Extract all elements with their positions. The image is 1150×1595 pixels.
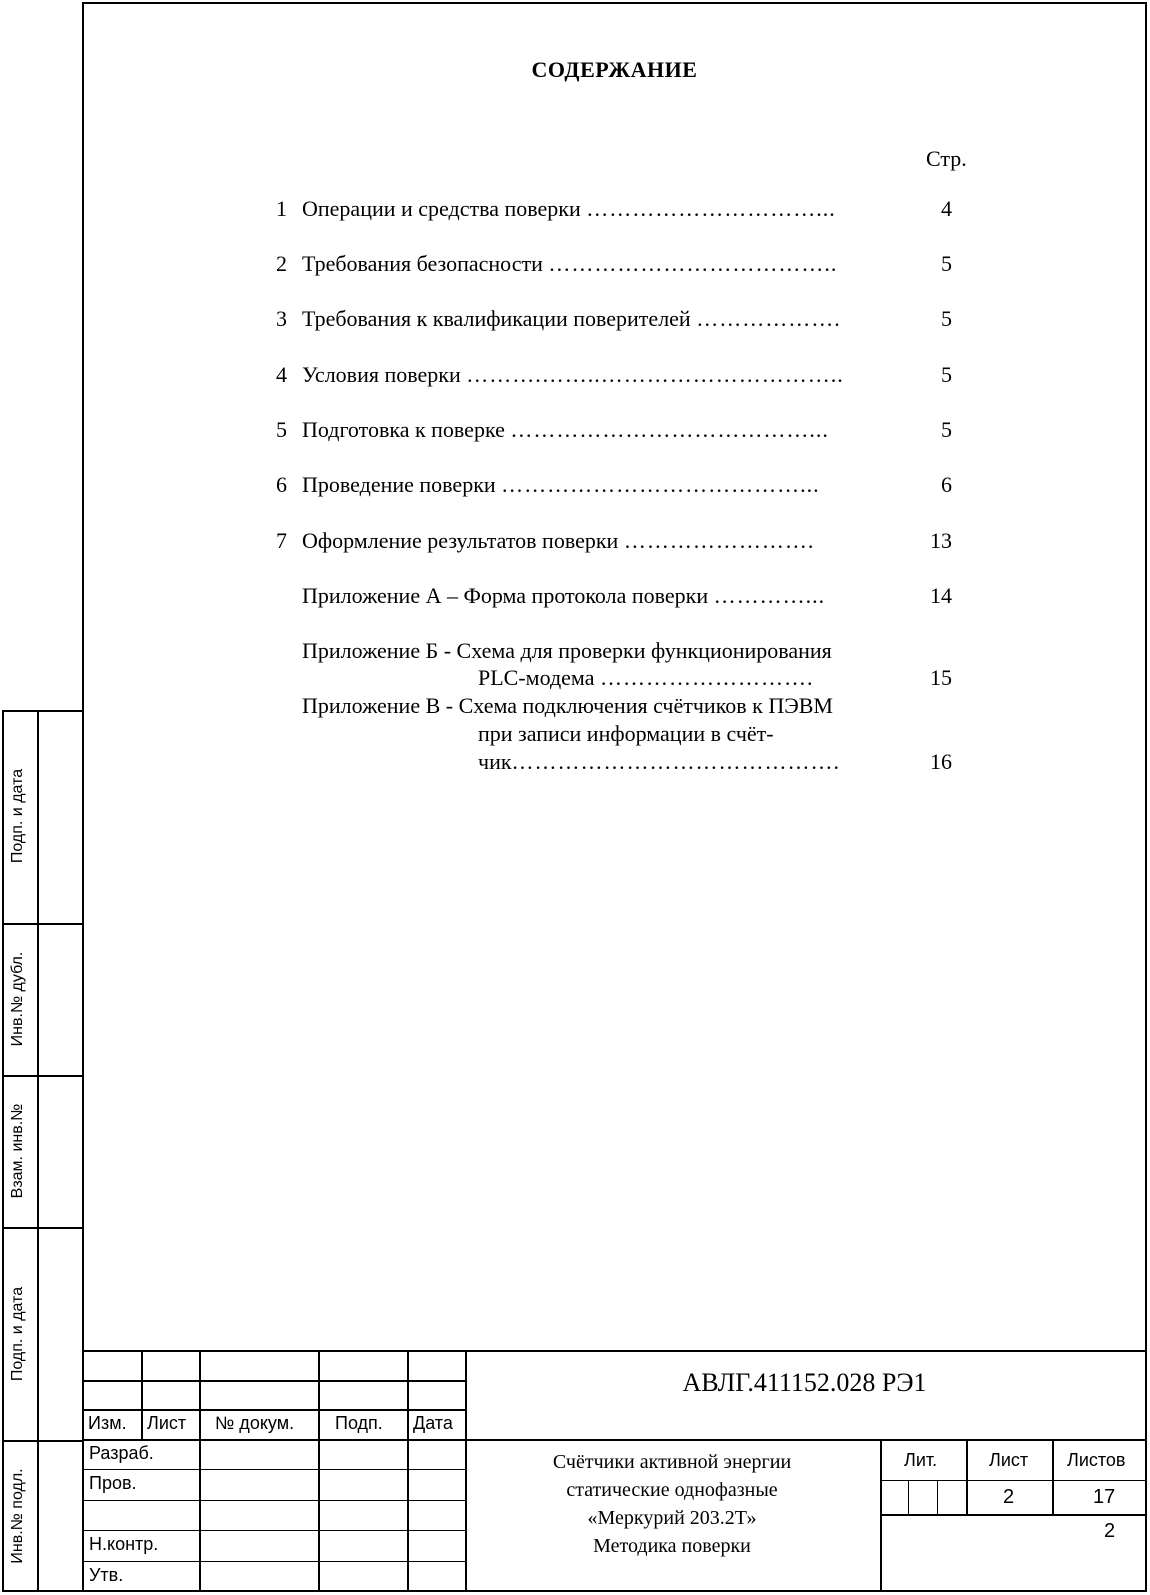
toc-item-page: 15 xyxy=(930,665,952,690)
toc-appendix-v xyxy=(276,693,966,723)
toc-item xyxy=(276,472,966,502)
toc-item-page: 13 xyxy=(930,528,952,553)
toc-item xyxy=(276,196,966,226)
stamp-role-utv: Утв. xyxy=(89,1565,124,1585)
toc-item-page: 16 xyxy=(930,749,952,774)
toc-item-title: Проведение поверки xyxy=(302,472,496,497)
side-strip-divider xyxy=(37,710,39,1592)
side-label-inv-podl: Инв.№ подл. xyxy=(9,1468,26,1564)
toc-item-leader: …………………………………... xyxy=(501,472,820,497)
toc-item-page: 5 xyxy=(941,362,952,387)
product-line: Счётчики активной энергии xyxy=(552,1451,792,1473)
toc-item-page: 4 xyxy=(941,196,952,221)
toc-item-page: 5 xyxy=(941,306,952,331)
stamp-role-razrab: Разраб. xyxy=(89,1443,154,1463)
toc-item-leader: …………... xyxy=(713,583,826,608)
stamp-col-rule xyxy=(318,1350,320,1592)
toc-item-title: Приложение А – Форма протокола поверки xyxy=(302,583,709,608)
toc-item xyxy=(276,306,966,336)
toc-appendix-v-cont xyxy=(276,721,966,751)
product-line: статические однофазные xyxy=(566,1479,778,1501)
stamp-header-podp: Подп. xyxy=(335,1413,383,1433)
toc-item xyxy=(276,528,966,558)
stamp-col-rule xyxy=(141,1350,143,1440)
stamp-rule xyxy=(82,1561,467,1562)
stamp-col-rule xyxy=(937,1480,938,1514)
side-label-inv-dubl: Инв.№ дубл. xyxy=(9,951,26,1047)
toc-item-title: Подготовка к поверке xyxy=(302,417,505,442)
toc-item-number: 6 xyxy=(276,472,287,497)
stamp-sheets-label: Листов xyxy=(1067,1450,1126,1470)
toc-item-number: 2 xyxy=(276,251,287,276)
stamp-rule xyxy=(82,1500,467,1501)
document-number: АВЛГ.411152.028 РЭ1 xyxy=(682,1368,927,1397)
toc-appendix-v-cont2 xyxy=(276,749,966,779)
toc-item-title: Требования к квалификации поверителей xyxy=(302,306,691,331)
toc-item-page: 5 xyxy=(941,417,952,442)
stamp-header-doc: № докум. xyxy=(215,1413,295,1433)
stamp-role-n-kontr: Н.контр. xyxy=(89,1534,159,1554)
stamp-rule xyxy=(880,1480,1147,1481)
toc-appendix-b xyxy=(276,638,966,668)
toc-item-title: Оформление результатов поверки xyxy=(302,528,619,553)
side-label-sign-date-2: Подп. и дата xyxy=(9,1286,26,1382)
toc-item-number: 5 xyxy=(276,417,287,442)
toc-item-title-cont: при записи информации в счёт- xyxy=(478,721,774,746)
page-column-label: Стр. xyxy=(926,146,967,171)
page-frame xyxy=(82,2,1147,1592)
toc-item-leader: …………………………... xyxy=(586,196,836,221)
toc-item-title-cont: PLC-модема xyxy=(478,665,595,690)
stamp-col-rule xyxy=(199,1350,201,1592)
toc-item-leader: ……………………………………. xyxy=(511,749,841,774)
stamp-rule xyxy=(82,1469,467,1470)
toc-item-number: 4 xyxy=(276,362,287,387)
side-label-sign-date: Подп. и дата xyxy=(9,768,26,864)
stamp-rule xyxy=(82,1439,1147,1441)
toc-item-leader: ………………………. xyxy=(599,665,814,690)
toc-item-leader: ……………………………….. xyxy=(548,251,838,276)
stamp-sheet-value: 2 xyxy=(1003,1486,1015,1508)
stamp-role-prov: Пров. xyxy=(89,1473,137,1493)
toc-item-title: Операции и средства поверки xyxy=(302,196,581,221)
toc-item xyxy=(276,362,966,392)
toc-item-number: 3 xyxy=(276,306,287,331)
toc-item-leader: …………………………………... xyxy=(510,417,829,442)
toc-appendix-b-cont xyxy=(276,665,966,695)
page-title: СОДЕРЖАНИЕ xyxy=(531,57,698,82)
stamp-col-rule xyxy=(966,1439,968,1514)
stamp-rule xyxy=(82,1380,467,1382)
toc-item-title: Условия поверки xyxy=(302,362,461,387)
toc-item-leader: ……………………. xyxy=(623,528,815,553)
stamp-sheet-label: Лист xyxy=(989,1450,1029,1470)
stamp-header-izm: Изм. xyxy=(88,1413,127,1433)
stamp-top-rule xyxy=(82,1350,1147,1352)
stamp-lit-label: Лит. xyxy=(904,1450,938,1470)
toc-item-number: 1 xyxy=(276,196,287,221)
toc-item-page: 6 xyxy=(941,472,952,497)
toc-item-leader: ………………. xyxy=(696,306,841,331)
stamp-col-rule xyxy=(407,1350,409,1592)
toc-item-title: Приложение В - Схема подключения счётчиков к ПЭВМ xyxy=(302,693,833,718)
stamp-sheets-value: 17 xyxy=(1093,1486,1116,1508)
toc-item xyxy=(276,417,966,447)
stamp-rule xyxy=(880,1514,1147,1516)
toc-item xyxy=(276,251,966,281)
toc-item-page: 5 xyxy=(941,251,952,276)
toc-item-title-cont: чик xyxy=(478,749,512,774)
stamp-rule xyxy=(82,1530,467,1531)
product-line: «Меркурий 203.2Т» xyxy=(587,1507,757,1529)
stamp-extra-value: 2 xyxy=(1104,1520,1116,1542)
stamp-col-rule xyxy=(908,1480,909,1514)
product-name xyxy=(462,1448,882,1560)
stamp-col-rule xyxy=(1052,1439,1054,1514)
toc-item-title: Требования безопасности xyxy=(302,251,543,276)
product-line: Методика поверки xyxy=(593,1535,751,1557)
stamp-header-date: Дата xyxy=(413,1413,453,1433)
toc-item-title: Приложение Б - Схема для проверки функционирования xyxy=(302,638,832,663)
side-label-vzam-inv: Взам. инв.№ xyxy=(9,1103,26,1199)
toc-appendix-a xyxy=(276,583,966,613)
toc-item-page: 14 xyxy=(930,583,952,608)
stamp-header-list: Лист xyxy=(147,1413,187,1433)
toc-item-leader: ……….……..………………………….. xyxy=(466,362,844,387)
stamp-rule xyxy=(82,1409,467,1411)
toc-item-number: 7 xyxy=(276,528,287,553)
